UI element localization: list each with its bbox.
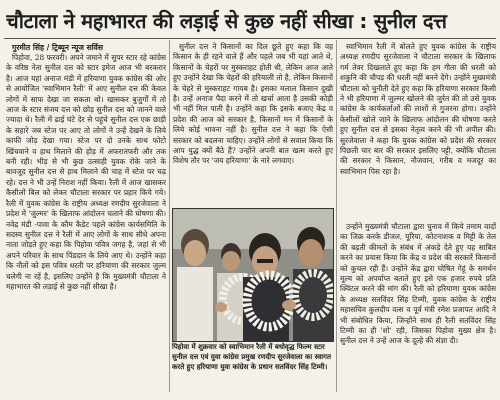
column-divider-1 xyxy=(169,40,170,392)
article-column-3-bottom xyxy=(340,222,496,394)
headline: चौटाला ने महाभारत की लड़ाई से कुछ नहीं सीखा : सुनील दत्त xyxy=(6,9,447,33)
photo-caption: पिहोवा में शुक्रवार को स्वाभिमान रैली में बधोवृद्ध फिल्म स्टार सुनील दत्त एवं युवा कांग्रेस प्रमुख रणदीप सुरजेवाला का स्वागत करते हुए हरियाणा युवा कांग्रेस के प्रधान सतविंदर सिंह टिम्मी। xyxy=(172,343,331,371)
column-divider-2 xyxy=(336,40,337,392)
column-1-text: पिहोवा, 28 फरवरी। अपने जमाने में सुपर स्टार रहे कांग्रेस के वरिष्ठ नेता सुनील दत्त को स्टार इमेज आज भी बरकरार है। आज यहां अनाज मंडी में हरियाणा युवक कांग्रेस की ओर से आयोजित 'स्वाभिमान रैली' में आए सुनील दत्त की केवल लोगों में साफ देखा जा सकता थो। खासकर बुजुर्गों में तो आज के स्टार संजय दत्त को छोड़ सुनील दत्त को जानने वाले ज्यादा थे। रैली में ढाई घंटे देर से पहुंचे सुनील दत्त एक छाड़ी के सहारे जब स्टेज पर आए तो लोगों ने उन्हें देखने के लिये काफी जोड़ देखा गया। स्टेज पर दो उनके साथ फोटो खिंचवाने व हाथ मिलाने की होड़ में अफरातफरी और तक बनी रही। भीड़ से भी कुछ उत्साही युवक रोके जाने के बावजूद सुनील दत्त से हाथ मिलाने की चाह में स्टेज पर चढ़ रहे। दत्त ने भी उन्हें निराश नहीं किया। रैली में आज खासकर कैसीलों बिल को लेकर चौटाला सरकार पर प्रहार किये गये। रैली में युवक कांग्रेस के राष्ट्रीय अध्यक्ष रणदीप सुरजेवाला ने प्रदेश में 'जुल्मर' के खिलाफ आंदोलन चलाने की घोषणा की। नवेद्र मंडी -पावा के कौम कैडेट पहले कांग्रेस कार्यसमिति के सदस्य सुनील दत्त ने रैली में आए लोगों के साथ सीधे अपना नाता जोड़ते हुए कहा कि पिहोवा पवित्र जगह है, जहां से भी अपने परिवार के साथ पिंडदान के लिये आए थे। उन्होंने कहा कि नौतों को इस पवित्र धरती पर हरियाणा की सरकार जुल्म चलेगी ना रहें है, इसलिए उन्होंने है कि मुख्यमंत्री चौटाला ने महाभारत की लड़ाई से कुछ नहीं सीखा है। xyxy=(6,53,166,291)
article-column-3-top xyxy=(340,42,496,220)
article-column-1 xyxy=(6,42,166,394)
headline-rule xyxy=(4,38,496,39)
column-2-text: सुनील दत्त ने किसानों का दिल छूते हुए कहा कि वह किसान के ही रहने वाले हैं और पहले जब भी यहां आते थे, किसानों के चेहरों पर मुस्कराहट होती थी, लेकिन आज आते हुए उन्होंने देखा कि चेहरों की हरियाली तो है, लेकिन किसानों के चेहरे से मुस्कराहट गायब है। इसका मलाल किसान दुखी है। उन्हें अनाज पैदा करने में तो खर्चा आता है उसकी कोड़ी भी नहीं मिल पाती है। उन्होंने कहा कि इसके बजाए केंद्र व प्रदेश की आज को सरकार है, किसानों मन में किसानों के लिये कोई भावना नहीं है। सुनील दत्त ने कहा कि ऐसी सरकार को बदलना चाहिए। उन्होंने लोगों से सवाल किया कि आप युद्ध क्यों बैठे हैं? उन्होंने अपनी बात खत्म करते हुए विशेष तौर पर 'जय हरियाणा' के नारे लगवाए। xyxy=(173,42,333,166)
byline: गुरमीत सिंह / ट्रिब्यून न्यूज सर्विस xyxy=(12,43,104,52)
rally-photo-image xyxy=(173,209,333,341)
news-photo xyxy=(172,208,334,342)
column-3-text-b: उन्होंने मुख्यमंत्री चौटाला द्वारा चुनाव में किये तमाम वादों का जिक्र करके डीजल, यूरिया, कोटनाशक व मिट्टी के तेल की बढ़ती कीमतों के संबंध में अंकड़े देते हुए यह साबित करने का प्रयास किया कि केंद्र व प्रदेश की सरकारें किसानों को कुचल रही हैं। उन्होंने केंद्र द्वारा घोषित गेहूं के समर्थन मूल्य को अपर्याप्त बताते हुए इसे एक हजार रुपये प्रति क्विंटल करने की मांग की। रैली को हरियाणा युवक कांग्रेस के अध्यक्ष सतविंदर सिंह टिम्मी, युवक कांग्रेस के राष्ट्रीय महासचिव कुलदीप वत्स व पूर्व मंत्री रमेश प्रजापत आदि ने भी संबोधित किया, जिन्होंने साथ ही रैली सतविंदर सिंह टिम्मी का ही 'शो' रही, जिसका पिहोवा मुख्य क्षेत्र है। सुनील दत्त ने उन्हें आज के दूल्हे की संज्ञा दी। xyxy=(340,222,496,346)
column-3-text-a: स्वाभिमान रैली में बोलते हुए युवक कांग्रेस के राष्ट्रीय अध्यक्ष रणदीप सुरजेवाला ने चौटाला सरकार के खिलाफ गर्म तेवर दिखलाते हुए कहा कि हम गीता की धरती को शकुनि की चौपड़ की धरती नहीं बनने देंगे। उन्होंने मुख्यमंत्री चौटाला को चुनौती देते हुए कहा कि हरियाणा सरकार किसी ने भी हरियाणा में जुल्मर खोलने की जुर्रत की तो उसे युवक कांग्रेस के कार्यकर्ताओं की लाशों से गुजरना होगा। उन्होंने केसीलों खोले जाने के खिलाफ आंदोलन की घोषणा करते हुए सुनील दत्त से इसका नेतृत्व करने की भी अपील की। सुरजेवाला ने कहा कि युवक कांग्रेस को प्रदेश की सरकार पिछली चार बार की सरकार इसलिए पट्टी, क्योंकि चौटाला की सरकार ने किसान, नौजवान, गरीब व मजदूर का स्वाभिमान पिस रहा है। xyxy=(340,42,496,176)
article-column-2 xyxy=(173,42,333,206)
